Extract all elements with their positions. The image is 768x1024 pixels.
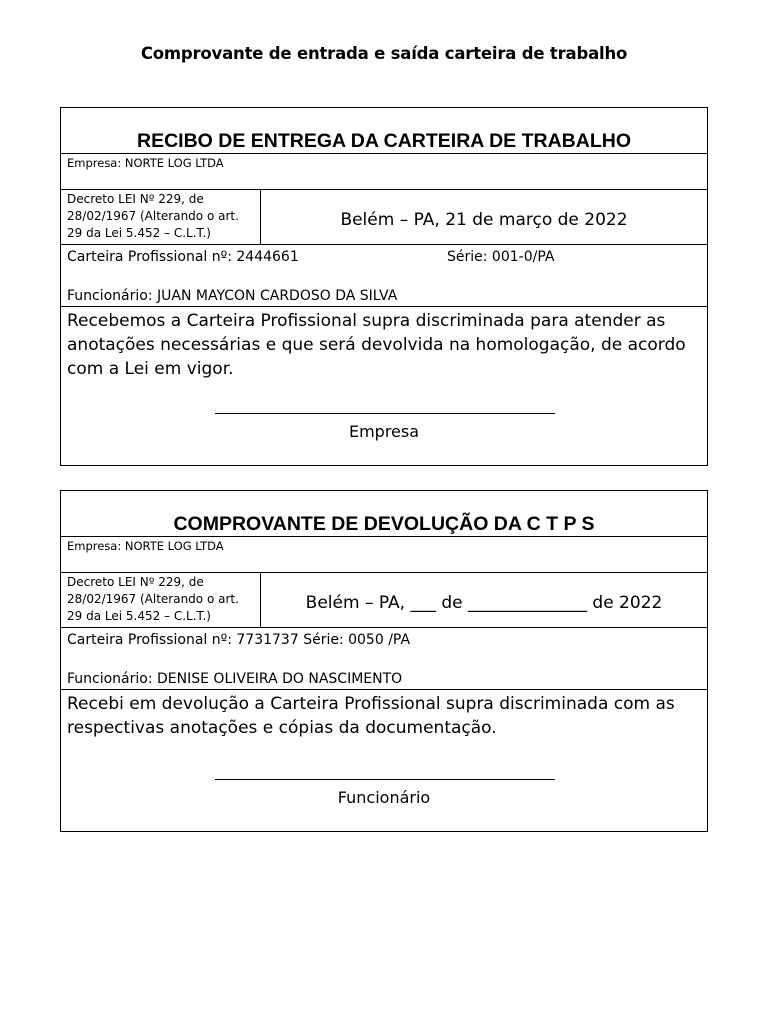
return-decree-line: 28/02/1967 (Alterando o art. [67,592,239,606]
return-card-number: Carteira Profissional nº: 7731737 Série: 0050 /PA [67,632,411,648]
delivery-receipt [60,107,708,466]
delivery-signature-label: Empresa [348,422,420,441]
delivery-decree-row [61,190,707,245]
delivery-decree-line: 29 da Lei 5.452 – C.L.T.) [67,226,211,240]
return-statement-area [61,690,707,831]
delivery-statement: Recebemos a Carteira Profissional supra discriminada para atender as anotações necessárias e que será devolvida na homologação, de acordo com a Lei em vigor. [67,311,686,379]
delivery-decree-reference [61,190,261,244]
return-company: Empresa: NORTE LOG LTDA [61,537,707,573]
return-decree-line: Decreto LEI Nº 229, de [67,575,204,589]
return-decree-reference [61,573,261,627]
return-signature-label: Funcionário [337,788,431,807]
delivery-decree-line: 28/02/1967 (Alterando o art. [67,209,239,223]
delivery-receipt-heading: RECIBO DE ENTREGA DA CARTEIRA DE TRABALHO [61,108,707,154]
return-decree-line: 29 da Lei 5.452 – C.L.T.) [67,609,211,623]
return-card-info [61,628,707,690]
return-signature-line [215,779,555,780]
delivery-card-series: Série: 001-0/PA [447,249,555,265]
delivery-company: Empresa: NORTE LOG LTDA [61,154,707,190]
return-place-date: Belém – PA, ___ de ______________ de 2022 [305,593,663,613]
delivery-statement-area [61,307,707,465]
delivery-employee-name: Funcionário: JUAN MAYCON CARDOSO DA SILVA [67,288,398,304]
return-decree-row [61,573,707,628]
delivery-decree-line: Decreto LEI Nº 229, de [67,192,204,206]
delivery-card-info [61,245,707,307]
delivery-signature-line [215,413,555,414]
page-title: Comprovante de entrada e saída carteira de trabalho [140,44,628,63]
return-receipt [60,490,708,832]
delivery-place-date: Belém – PA, 21 de março de 2022 [340,210,628,230]
return-receipt-heading: COMPROVANTE DE DEVOLUÇÃO DA C T P S [61,491,707,537]
return-statement: Recebi em devolução a Carteira Profissional supra discriminada com as respectivas anotações e cópias da documentação. [67,694,675,738]
delivery-card-number: Carteira Profissional nº: 2444661 [67,249,299,265]
return-employee-name: Funcionário: DENISE OLIVEIRA DO NASCIMENTO [67,671,403,687]
